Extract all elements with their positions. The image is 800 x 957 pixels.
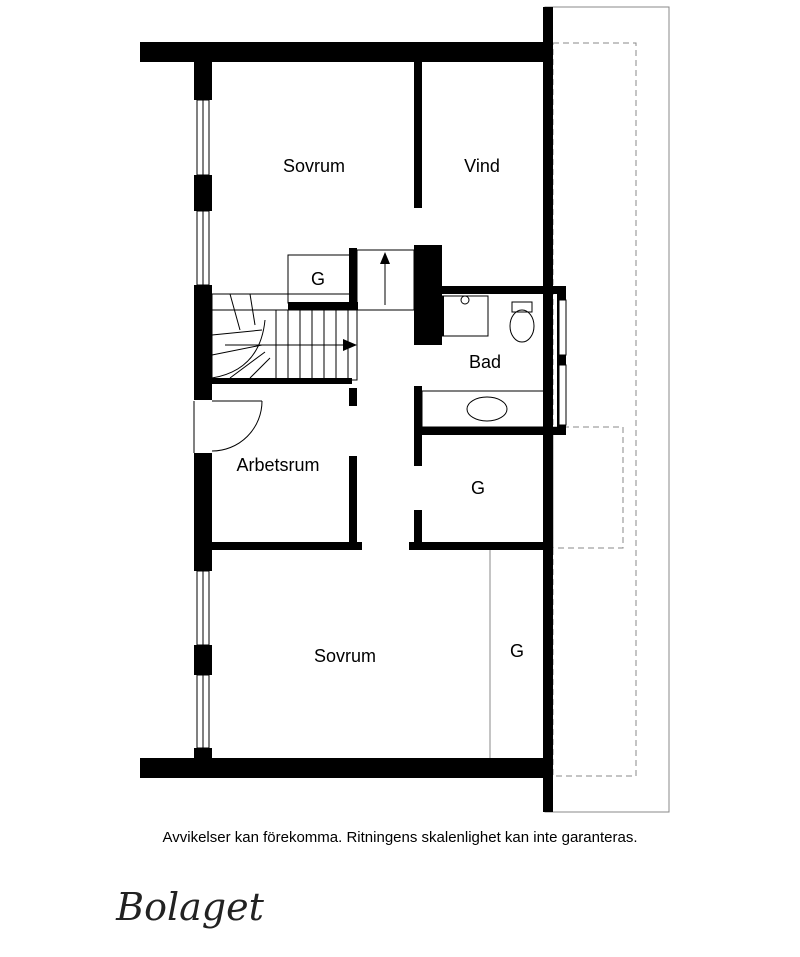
disclaimer-text: Avvikelser kan förekomma. Ritningens skalenlighet kan inte garanteras. bbox=[162, 829, 638, 846]
arrow-up-icon bbox=[380, 252, 390, 264]
room-label-bathroom: Bad bbox=[468, 352, 502, 372]
stair-arrow-icon bbox=[343, 339, 357, 351]
room-label-attic: Vind bbox=[464, 156, 500, 176]
room-label-bedroom-top: Sovrum bbox=[282, 156, 346, 176]
room-label-closet-mid: G bbox=[470, 478, 486, 498]
shower-wall bbox=[440, 296, 444, 336]
sink-icon bbox=[467, 397, 507, 421]
room-label-closet-stair: G bbox=[310, 269, 326, 289]
room-label-bedroom-bottom: Sovrum bbox=[313, 646, 377, 666]
shower-icon bbox=[461, 296, 469, 304]
room-label-closet-bottom: G bbox=[509, 641, 525, 661]
logo: Bolaget bbox=[116, 885, 264, 929]
terrace-outline bbox=[553, 427, 623, 548]
room-label-study: Arbetsrum bbox=[236, 455, 320, 475]
toilet-icon bbox=[510, 310, 534, 342]
door-study bbox=[194, 401, 262, 453]
